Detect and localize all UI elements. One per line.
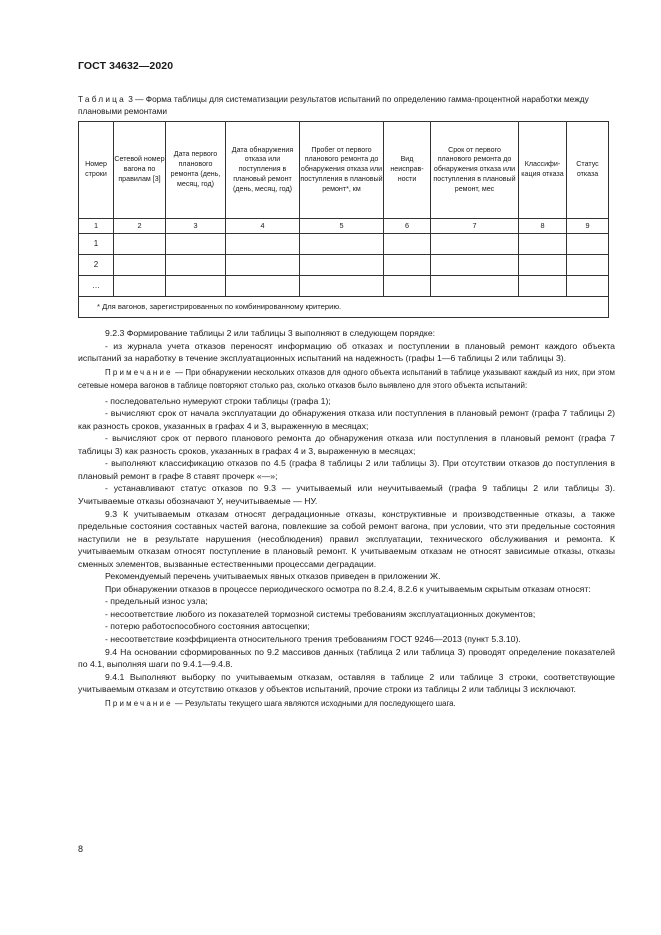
column-number: 4 <box>226 219 300 234</box>
paragraph: - несоответствие коэффициента относительного трения требованиям ГОСТ 9246—2013 (пункт 5.3.10). <box>105 634 521 645</box>
empty-cell <box>300 276 384 297</box>
table-row <box>79 255 609 276</box>
empty-cell <box>114 255 166 276</box>
paragraph: Рекомендуемый перечень учитываемых явных отказов приведен в приложении Ж. <box>105 571 441 582</box>
header-cell: Сетевой номер вагона по правилам [3] <box>114 122 166 219</box>
header-cell: Дата обнаружения отказа или поступления в плановый ремонт (день, месяц, год) <box>226 122 300 219</box>
empty-cell <box>567 276 609 297</box>
note <box>78 367 615 392</box>
paragraph: 9.4.1 Выполняют выборку по учитываемым отказам, оставляя в таблице 2 или таблице 3 строки, соответствующие учитываемым отказам и отсутствию отказов у объектов испытаний, прочие строки из таблицы 2 или таблицы 3 исключают. <box>78 671 615 695</box>
empty-cell <box>384 255 431 276</box>
empty-cell <box>166 255 226 276</box>
empty-cell <box>226 255 300 276</box>
paragraph: - потерю работоспособного состояния автосцепки; <box>105 621 310 632</box>
empty-cell <box>519 234 567 255</box>
empty-cell <box>519 255 567 276</box>
header-cell: Статус отказа <box>567 122 609 219</box>
column-number: 7 <box>431 219 519 234</box>
paragraph: - вычисляют срок от первого планового ремонта до обнаружения отказа или поступления в плановый ремонт (графа 7 таблицы 3) как разность сроков, указанных в графах 4 и 3, выраженную в месяцах; <box>78 433 615 456</box>
paragraph: 9.2.3 Формирование таблицы 2 или таблицы 3 выполняют в следующем порядке: <box>105 328 436 338</box>
paragraph: - из журнала учета отказов переносят информацию об отказах и поступлении в плановый ремонт каждого объекта испытаний за наработку в течение эксплуатационных испытаний на надежность (графы 1—6 таблицы 2 или таблицы 3). <box>78 340 615 364</box>
header-cell: Классифи-кация отказа <box>519 122 567 219</box>
paragraph: - устанавливают статус отказов по 9.3 — учитываемый или неучитываемый (графа 9 таблицы 2 или таблицы 3). Учитываемые отказы обозначают У, неучитываемые — НУ. <box>78 483 615 507</box>
results-table <box>78 121 609 318</box>
paragraph: - последовательно нумеруют строки таблицы (графа 1); <box>105 395 331 406</box>
row-number: 1 <box>79 234 114 255</box>
table-header-row <box>79 122 609 219</box>
column-number: 3 <box>166 219 226 234</box>
empty-cell <box>431 234 519 255</box>
empty-cell <box>384 234 431 255</box>
paragraph: - предельный износ узла; <box>105 596 208 607</box>
note-text: — При обнаружении нескольких отказов для одного объекта испытаний в таблице указывают каждый из них, при этом сетевые номера вагонов в таблице повторяют столько раз, сколько отказов было выявлено для этого объекта испытаний: <box>78 368 615 390</box>
empty-cell <box>300 255 384 276</box>
paragraph: 9.4 На основании сформированных по 9.2 массивов данных (таблица 2 или таблица 3) проводят определение показателей по 4.1, выполняя шаги по 9.4.1—9.4.8. <box>78 646 615 670</box>
row-number: 2 <box>79 255 114 276</box>
empty-cell <box>431 276 519 297</box>
header-cell: Срок от первого планового ремонта до обнаружения отказа или поступления в плановый ремонт, мес <box>431 122 519 219</box>
empty-cell <box>114 234 166 255</box>
empty-cell <box>384 276 431 297</box>
column-number: 1 <box>79 219 114 234</box>
table-footnote-row <box>79 297 609 318</box>
table-row <box>79 234 609 255</box>
column-number: 6 <box>384 219 431 234</box>
paragraph: - несоответствие любого из показателей тормозной системы требованиям эксплуатационных документов; <box>105 608 536 619</box>
header-cell: Вид неисправ-ности <box>384 122 431 219</box>
caption-label: Таблица <box>78 94 126 104</box>
page-number: 8 <box>78 844 84 854</box>
header-cell: Номер строки <box>79 122 114 219</box>
note-label: Примечание <box>105 699 173 709</box>
table-caption <box>78 93 614 117</box>
empty-cell <box>226 234 300 255</box>
empty-cell <box>226 276 300 297</box>
header-cell: Дата первого планового ремонта (день, месяц, год) <box>166 122 226 219</box>
empty-cell <box>166 276 226 297</box>
note <box>78 698 615 711</box>
empty-cell <box>300 234 384 255</box>
column-number: 2 <box>114 219 166 234</box>
header-cell: Пробег от первого планового ремонта до обнаружения отказа или поступления в плановый ремонт*, км <box>300 122 384 219</box>
empty-cell <box>519 276 567 297</box>
table-row <box>79 276 609 297</box>
column-number-row <box>79 219 609 234</box>
column-number: 5 <box>300 219 384 234</box>
paragraph: При обнаружении отказов в процессе периодического осмотра по 8.2.4, 8.2.6 к учитываемым скрытым отказам относят: <box>105 583 591 594</box>
standard-header: ГОСТ 34632—2020 <box>78 60 174 72</box>
empty-cell <box>166 234 226 255</box>
caption-text: 3 — Форма таблицы для систематизации результатов испытаний по определению гамма-процентной наработки между плановыми ремонтами <box>78 94 589 116</box>
note-label: Примечание <box>105 368 173 378</box>
paragraph: - вычисляют срок от начала эксплуатации до обнаружения отказа или поступления в плановый ремонт (графа 7 таблицы 2) как разность сроков, указанных в графах 4 и 3, выраженную в месяцах; <box>78 408 615 431</box>
empty-cell <box>567 234 609 255</box>
body-text <box>78 327 615 713</box>
paragraph: - выполняют классификацию отказов по 4.5 (графа 8 таблицы 2 или таблицы 3). При отсутствии отказов до поступления в плановый ремонт в графе 8 ставят прочерк «—»; <box>78 458 615 481</box>
table-footnote: * Для вагонов, зарегистрированных по комбинированному критерию. <box>79 297 609 318</box>
paragraph: 9.3 К учитываемым отказам относят деградационные отказы, конструктивные и производственные отказы, а также предельные состояния составных частей вагона, повлекшие за собой ремонт вагона, при условии, что эти предельные состояния наступили не в результате нарушения (несоблюдения) правил эксплуатации, технического обслуживания и ремонта. К учитываемым отказам относят поступление в плановый ремонт. К учитываемым отказам не относят зависимые отказы, отказы сменных элементов, вызванные естественными процессами деградации. <box>78 508 615 569</box>
column-number: 8 <box>519 219 567 234</box>
note-text: — Результаты текущего шага являются исходными для последующего шага. <box>172 699 456 709</box>
empty-cell <box>431 255 519 276</box>
row-number: … <box>79 276 114 297</box>
column-number: 9 <box>567 219 609 234</box>
empty-cell <box>114 276 166 297</box>
empty-cell <box>567 255 609 276</box>
